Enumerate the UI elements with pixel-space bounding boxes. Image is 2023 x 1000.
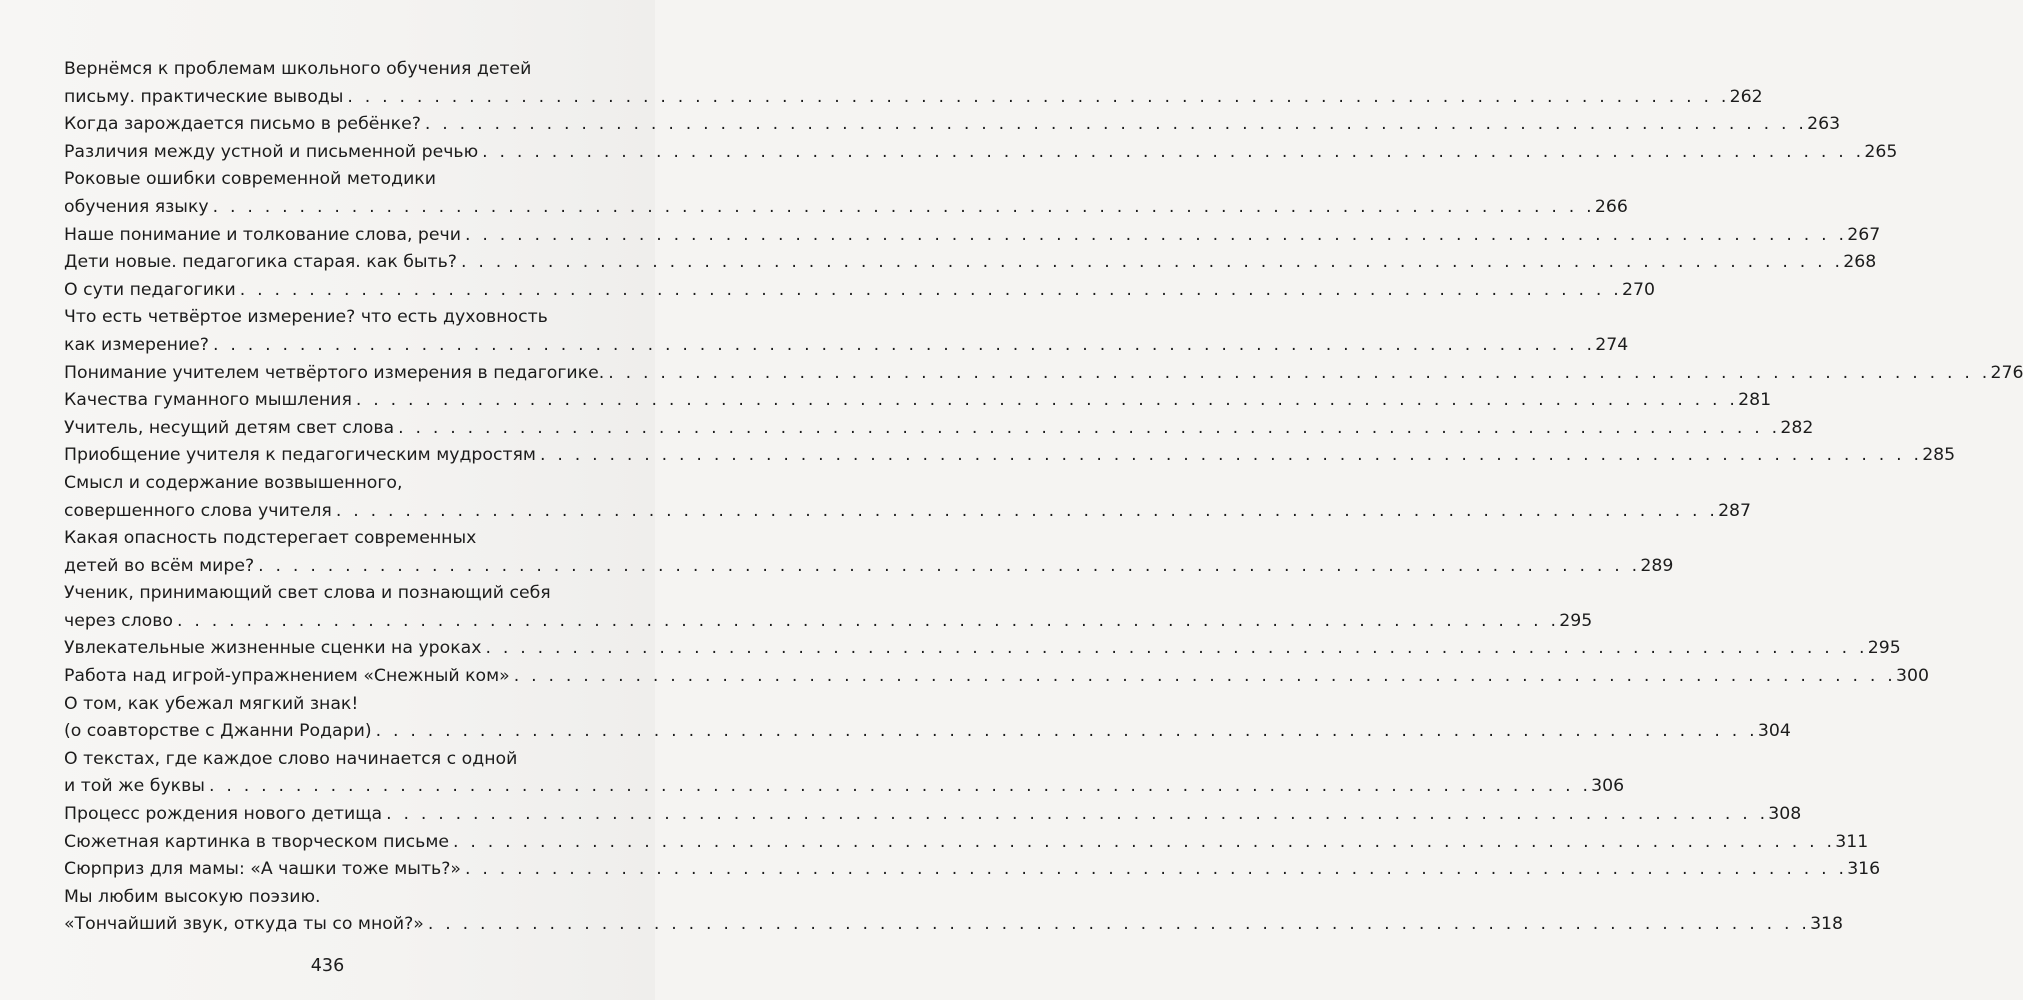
toc-page-number: 295 (1559, 610, 1593, 631)
toc-entry (64, 442, 1956, 470)
toc-entry-line (64, 304, 596, 332)
toc-page-number: 285 (1922, 445, 1956, 466)
toc-entry-line (64, 691, 596, 719)
toc-page-number: 268 (1843, 252, 1877, 273)
toc-entry (64, 249, 1877, 277)
toc-entry-last-line (64, 332, 1629, 360)
toc-entry-last-line (64, 856, 1881, 884)
toc-entry-title: (о соавторстве с Джанни Родари) (64, 721, 372, 742)
toc-entry-title: О сути педагогики (64, 279, 236, 300)
dot-leader: . . . . . . . . . . . . . . . . . . . . . . . . . . . . . . . . . . . . . . . . . . . . . . . . . . . . . . . . . . . . . . . . . . . . . . . . . . . . . . . . (460, 252, 1844, 273)
table-of-contents (64, 56, 2023, 939)
toc-entry-line (64, 525, 596, 553)
toc-entry (64, 387, 1772, 415)
toc-page-number: 287 (1718, 500, 1752, 521)
toc-entry-last-line (64, 718, 1791, 746)
toc-entry-title: Роковые ошибки современной методики (64, 169, 436, 190)
toc-entry-last-line (64, 415, 1814, 443)
dot-leader: . . . . . . . . . . . . . . . . . . . . . . . . . . . . . . . . . . . . . . . . . . . . . . . . . . . . . . . . . . . . . . . . . . . . . . . . . . . . . . . . (464, 224, 1848, 245)
toc-entry-title: Процесс рождения нового детища (64, 804, 383, 825)
toc-entry-line (64, 746, 596, 774)
toc-entry (64, 746, 1625, 801)
toc-entry-title: О том, как убежал мягкий знак! (64, 693, 359, 714)
page-number: 436 (310, 956, 345, 976)
toc-page-number: 318 (1810, 914, 1844, 935)
dot-leader: . . . . . . . . . . . . . . . . . . . . . . . . . . . . . . . . . . . . . . . . . . . . . . . . . . . . . . . . . . . . . . . . . . . . . . . . . . . . . . . . (335, 500, 1719, 521)
dot-leader: . . . . . . . . . . . . . . . . . . . . . . . . . . . . . . . . . . . . . . . . . . . . . . . . . . . . . . . . . . . . . . . . . . . . . . . . . . . . . . . . (424, 114, 1808, 135)
toc-entry-line (64, 884, 596, 912)
toc-entry-title: Работа над игрой-упражнением «Снежный ком» (64, 666, 510, 687)
toc-entry (64, 801, 1802, 829)
toc-entry-line (64, 580, 596, 608)
toc-entry-title: обучения языку (64, 196, 209, 217)
toc-entry-title: Мы любим высокую поэзию. (64, 886, 321, 907)
dot-leader: . . . . . . . . . . . . . . . . . . . . . . . . . . . . . . . . . . . . . . . . . . . . . . . . . . . . . . . . . . . . . . . . . . . . . . . . . . . . . . . . (375, 721, 1758, 742)
toc-entry-title: Когда зарождается письмо в ребёнке? (64, 114, 421, 135)
dot-leader: . . . . . . . . . . . . . . . . . . . . . . . . . . . . . . . . . . . . . . . . . . . . . . . . . . . . . . . . . . . . . . . . . . . . . . . . . . . . . . . . (398, 417, 1781, 438)
toc-entry-title: Приобщение учителя к педагогическим мудростям (64, 445, 536, 466)
toc-page-number: 262 (1729, 86, 1763, 107)
toc-page-number: 295 (1867, 638, 1901, 659)
toc-entry-title: Учитель, несущий детям свет слова (64, 417, 395, 438)
dot-leader: . . . . . . . . . . . . . . . . . . . . . . . . . . . . . . . . . . . . . . . . . . . . . . . . . . . . . . . . . . . . . . . . . . . . . . . . . . . . . . . . (386, 804, 1769, 825)
toc-entry-line (64, 166, 596, 194)
toc-entry-title: Сюжетная картинка в творческом письме (64, 831, 450, 852)
toc-entry-last-line (64, 194, 1628, 222)
toc-entry (64, 829, 1869, 857)
toc-entry-title: совершенного слова учителя (64, 500, 332, 521)
toc-entry-last-line (64, 360, 2023, 388)
toc-page-number: 267 (1847, 224, 1881, 245)
toc-entry (64, 580, 1593, 635)
dot-leader: . . . . . . . . . . . . . . . . . . . . . . . . . . . . . . . . . . . . . . . . . . . . . . . . . . . . . . . . . . . . . . . . . . . . . . . . . . . . . . . . (427, 914, 1811, 935)
toc-entry-title: и той же буквы (64, 776, 205, 797)
dot-leader: . . . . . . . . . . . . . . . . . . . . . . . . . . . . . . . . . . . . . . . . . . . . . . . . . . . . . . . . . . . . . . . . . . . . . . . . . . . . . . . . (177, 610, 1560, 631)
toc-entry-title: Что есть четвёртое измерение? что есть духовность (64, 307, 548, 328)
toc-entry-last-line (64, 249, 1877, 277)
dot-leader: . . . . . . . . . . . . . . . . . . . . . . . . . . . . . . . . . . . . . . . . . . . . . . . . . . . . . . . . . . . . . . . . . . . . . . . . . . . . . . . . (485, 638, 1868, 659)
toc-entry (64, 166, 1628, 221)
toc-entry-title: Сюрприз для мамы: «А чашки тоже мыть?» (64, 859, 461, 880)
toc-page-number: 274 (1595, 334, 1629, 355)
dot-leader: . . . . . . . . . . . . . . . . . . . . . . . . . . . . . . . . . . . . . . . . . . . . . . . . . . . . . . . . . . . . . . . . . . . . . . . . . . . . . . . . (258, 555, 1641, 576)
toc-page-number: 263 (1807, 114, 1841, 135)
toc-entry-title: Качества гуманного мышления (64, 390, 352, 411)
toc-entry-last-line (64, 553, 1674, 581)
toc-page-number: 265 (1864, 141, 1898, 162)
toc-entry-title: как измерение? (64, 334, 209, 355)
toc-entry-title: Ученик, принимающий свет слова и познающий себя (64, 583, 551, 604)
toc-entry-last-line (64, 111, 1841, 139)
toc-entry (64, 222, 1881, 250)
toc-page-number: 304 (1757, 721, 1791, 742)
toc-entry (64, 415, 1814, 443)
dot-leader: . . . . . . . . . . . . . . . . . . . . . . . . . . . . . . . . . . . . . . . . . . . . . . . . . . . . . . . . . . . . . . . . . . . . . . . . . . . . . . . . (239, 279, 1622, 300)
dot-leader: . . . . . . . . . . . . . . . . . . . . . . . . . . . . . . . . . . . . . . . . . . . . . . . . . . . . . . . . . . . . . . . . . . . . . . . . . . . . . . . . (212, 196, 1595, 217)
toc-entry-last-line (64, 387, 1772, 415)
toc-entry-title: Дети новые. педагогика старая. как быть? (64, 252, 457, 273)
toc-entry (64, 691, 1791, 746)
toc-entry-last-line (64, 222, 1881, 250)
toc-page-number: 316 (1847, 859, 1881, 880)
toc-entry (64, 525, 1674, 580)
toc-entry-last-line (64, 498, 1752, 526)
toc-page-number: 266 (1594, 196, 1628, 217)
toc-entry-title: «Тончайший звук, откуда ты со мной?» (64, 914, 424, 935)
toc-entry-title: детей во всём мире? (64, 555, 255, 576)
toc-entry-last-line (64, 84, 1763, 112)
toc-entry-title: Увлекательные жизненные сценки на уроках (64, 638, 482, 659)
toc-entry (64, 56, 1763, 111)
toc-entry (64, 635, 1901, 663)
toc-entry-title: Различия между устной и письменной речью (64, 141, 479, 162)
toc-entry (64, 304, 1629, 359)
toc-page-number: 308 (1768, 804, 1802, 825)
toc-entry-title: Смысл и содержание возвышенного, (64, 472, 403, 493)
toc-entry-last-line (64, 608, 1593, 636)
toc-entry-last-line (64, 773, 1625, 801)
toc-page-number: 276 (1990, 362, 2023, 383)
toc-entry-last-line (64, 829, 1869, 857)
toc-entry (64, 360, 2023, 388)
toc-page-number: 306 (1591, 776, 1625, 797)
toc-entry-last-line (64, 442, 1956, 470)
toc-entry-title: Наше понимание и толкование слова, речи (64, 224, 461, 245)
dot-leader: . . . . . . . . . . . . . . . . . . . . . . . . . . . . . . . . . . . . . . . . . . . . . . . . . . . . . . . . . . . . . . . . . . . . . . . . . . . . . . . . (608, 362, 1991, 383)
toc-entry-last-line (64, 635, 1901, 663)
toc-entry-title: письму. практические выводы (64, 86, 344, 107)
dot-leader: . . . . . . . . . . . . . . . . . . . . . . . . . . . . . . . . . . . . . . . . . . . . . . . . . . . . . . . . . . . . . . . . . . . . . . . . . . . . . . . . (453, 831, 1836, 852)
toc-entry (64, 663, 1929, 691)
dot-leader: . . . . . . . . . . . . . . . . . . . . . . . . . . . . . . . . . . . . . . . . . . . . . . . . . . . . . . . . . . . . . . . . . . . . . . . . . . . . . . . . (347, 86, 1730, 107)
toc-entry-title: через слово (64, 610, 174, 631)
toc-page-number: 289 (1640, 555, 1674, 576)
toc-entry (64, 884, 1844, 939)
toc-entry-line (64, 56, 596, 84)
toc-entry-line (64, 470, 596, 498)
toc-entry (64, 111, 1841, 139)
dot-leader: . . . . . . . . . . . . . . . . . . . . . . . . . . . . . . . . . . . . . . . . . . . . . . . . . . . . . . . . . . . . . . . . . . . . . . . . . . . . . . . . (355, 390, 1739, 411)
toc-entry-last-line (64, 277, 1655, 305)
toc-page-number: 281 (1738, 390, 1772, 411)
toc-page-number: 311 (1835, 831, 1869, 852)
dot-leader: . . . . . . . . . . . . . . . . . . . . . . . . . . . . . . . . . . . . . . . . . . . . . . . . . . . . . . . . . . . . . . . . . . . . . . . . . . . . . . . . (208, 776, 1592, 797)
dot-leader: . . . . . . . . . . . . . . . . . . . . . . . . . . . . . . . . . . . . . . . . . . . . . . . . . . . . . . . . . . . . . . . . . . . . . . . . . . . . . . . . (212, 334, 1596, 355)
dot-leader: . . . . . . . . . . . . . . . . . . . . . . . . . . . . . . . . . . . . . . . . . . . . . . . . . . . . . . . . . . . . . . . . . . . . . . . . . . . . . . . . (482, 141, 1865, 162)
toc-page-number: 270 (1621, 279, 1655, 300)
toc-entry-last-line (64, 139, 1898, 167)
toc-entry (64, 277, 1655, 305)
toc-entry (64, 856, 1881, 884)
toc-entry-last-line (64, 911, 1844, 939)
toc-entry-title: Какая опасность подстерегает современных (64, 528, 477, 549)
dot-leader: . . . . . . . . . . . . . . . . . . . . . . . . . . . . . . . . . . . . . . . . . . . . . . . . . . . . . . . . . . . . . . . . . . . . . . . . . . . . . . . . (464, 859, 1848, 880)
dot-leader: . . . . . . . . . . . . . . . . . . . . . . . . . . . . . . . . . . . . . . . . . . . . . . . . . . . . . . . . . . . . . . . . . . . . . . . . . . . . . . . . (539, 445, 1923, 466)
toc-entry (64, 470, 1752, 525)
toc-page-number: 282 (1780, 417, 1814, 438)
dot-leader: . . . . . . . . . . . . . . . . . . . . . . . . . . . . . . . . . . . . . . . . . . . . . . . . . . . . . . . . . . . . . . . . . . . . . . . . . . . . . . . . (513, 666, 1896, 687)
toc-entry-title: О текстах, где каждое слово начинается с одной (64, 748, 518, 769)
toc-entry-last-line (64, 801, 1802, 829)
toc-entry-title: Вернёмся к проблемам школьного обучения детей (64, 59, 532, 79)
toc-page-number: 300 (1895, 666, 1929, 687)
toc-entry (64, 139, 1898, 167)
toc-entry-title: Понимание учителем четвёртого измерения в педагогике. (64, 362, 605, 383)
toc-entry-last-line (64, 663, 1929, 691)
